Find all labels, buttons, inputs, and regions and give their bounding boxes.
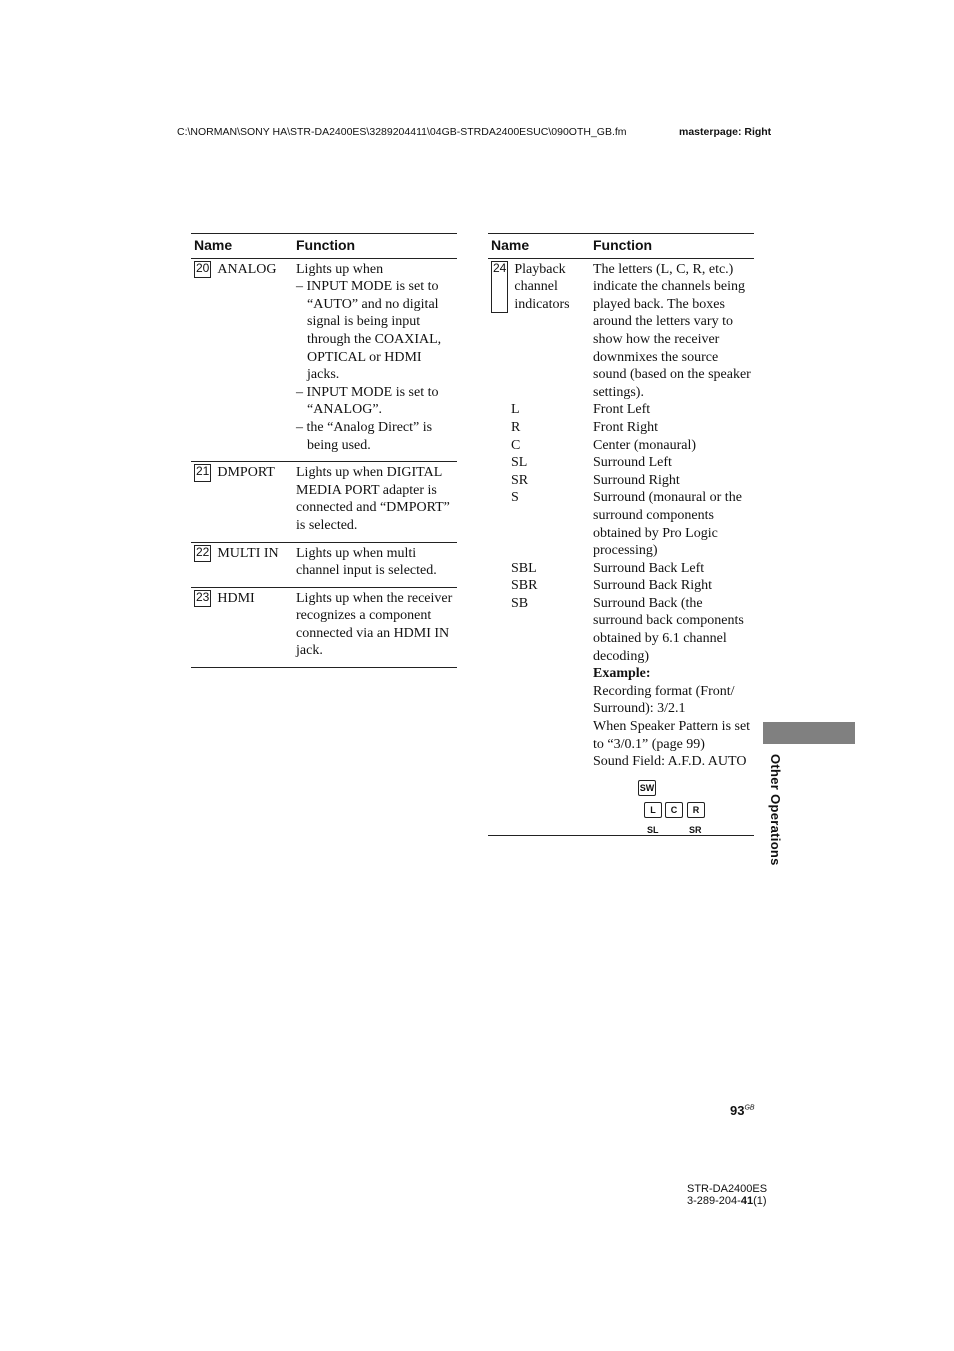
example-line: When Speaker Pattern is set to “3/0.1” (page 99)	[593, 719, 751, 752]
example-line: Recording format (Front/ Surround): 3/2.1	[593, 683, 735, 717]
left-function-table	[191, 233, 457, 668]
item-number-badge: 22	[194, 545, 211, 563]
file-path-header: C:\NORMAN\SONY HA\STR-DA2400ES\3289204411\04GB-STRDA2400ESUC\090OTH_GB.fm	[177, 126, 627, 138]
channel-code: C	[511, 437, 521, 453]
function-text: Lights up when multi channel input is selected.	[293, 542, 457, 587]
channel-code: SR	[511, 472, 529, 488]
item-name: HDMI	[217, 590, 255, 606]
section-tab-label: Other Operations	[768, 754, 783, 866]
item-name: ANALOG	[217, 261, 277, 277]
channel-code: SBL	[511, 560, 537, 576]
channel-code: R	[511, 419, 521, 435]
code-suffix: (1)	[753, 1195, 767, 1207]
channel-indicator-diagram	[593, 771, 751, 835]
channel-code: S	[511, 490, 519, 506]
example-line: Sound Field: A.F.D. AUTO	[593, 754, 747, 770]
channel-desc: Surround Back Left	[593, 560, 705, 576]
sw-indicator-box: SW	[638, 780, 656, 796]
condition-item: – the “Analog Direct” is being used.	[296, 419, 433, 453]
c-indicator-box: C	[665, 802, 683, 818]
item-name: MULTI IN	[217, 545, 279, 561]
function-column-header: Function	[590, 234, 754, 259]
table-row	[191, 542, 457, 587]
channel-desc: Front Left	[593, 402, 651, 418]
channel-row	[488, 454, 754, 472]
channel-row	[488, 489, 754, 559]
right-function-table	[488, 233, 754, 836]
channel-row	[488, 437, 754, 455]
r-indicator-box: R	[687, 802, 705, 818]
table-row	[488, 258, 754, 401]
name-column-header: Name	[191, 234, 293, 259]
item-number-badge: 21	[194, 464, 211, 482]
document-code	[687, 1195, 767, 1207]
channel-desc: Center (monaural)	[593, 437, 697, 453]
table-row	[191, 258, 457, 462]
code-bold: 41	[740, 1195, 754, 1207]
table-row	[191, 587, 457, 667]
footer-model-info	[687, 1183, 767, 1207]
condition-item: – INPUT MODE is set to “ANALOG”.	[296, 384, 439, 418]
item-name: DMPORT	[217, 465, 275, 481]
channel-code: SBR	[511, 578, 538, 594]
page-number	[730, 1103, 755, 1118]
item-number-badge: 23	[194, 590, 211, 608]
sr-indicator-label: SR	[689, 824, 702, 835]
page-number-suffix: GB	[744, 1104, 755, 1112]
example-row	[488, 665, 754, 835]
function-text: The letters (L, C, R, etc.) indicate the channels being played back. The boxes around the letters vary to show how the receiver downmixes the source sound (based on the speaker settings).	[593, 261, 751, 400]
table-row	[191, 462, 457, 542]
section-tab-marker	[763, 722, 855, 744]
channel-row	[488, 401, 754, 419]
function-column-header: Function	[293, 234, 457, 259]
channel-row	[488, 472, 754, 490]
function-text: Lights up when	[296, 261, 384, 277]
channel-row	[488, 595, 754, 665]
page-number-value: 93	[730, 1103, 745, 1118]
name-column-header: Name	[488, 234, 590, 259]
channel-row	[488, 560, 754, 578]
channel-code: SL	[511, 455, 528, 471]
channel-desc: Surround (monaural or the surround components obtained by Pro Logic processing)	[593, 490, 742, 559]
code-prefix: 3-289-204-	[687, 1195, 741, 1207]
item-number-badge: 20	[194, 261, 211, 279]
channel-row	[488, 577, 754, 595]
l-indicator-box: L	[644, 802, 662, 818]
function-text: Lights up when DIGITAL MEDIA PORT adapter is connected and “DMPORT” is selected.	[293, 462, 457, 542]
channel-desc: Front Right	[593, 419, 658, 435]
channel-desc: Surround Back Right	[593, 578, 712, 594]
model-name: STR-DA2400ES	[687, 1183, 768, 1195]
function-text: Lights up when the receiver recognizes a component connected via an HDMI IN jack.	[293, 587, 457, 667]
channel-desc: Surround Back (the surround back components obtained by 6.1 channel decoding)	[593, 595, 744, 664]
sl-indicator-label: SL	[647, 824, 659, 835]
condition-item: – INPUT MODE is set to “AUTO” and no digital signal is being input through the COAXIAL, OPTICAL or HDMI jacks.	[296, 279, 442, 383]
item-number-badge: 24	[491, 261, 508, 314]
item-name: Playback channel indicators	[514, 261, 570, 312]
channel-row	[488, 419, 754, 437]
channel-desc: Surround Right	[593, 472, 680, 488]
masterpage-label: masterpage: Right	[679, 126, 772, 138]
channel-code: SB	[511, 595, 529, 611]
example-label: Example:	[593, 666, 651, 682]
channel-code: L	[511, 402, 520, 418]
channel-desc: Surround Left	[593, 455, 672, 471]
